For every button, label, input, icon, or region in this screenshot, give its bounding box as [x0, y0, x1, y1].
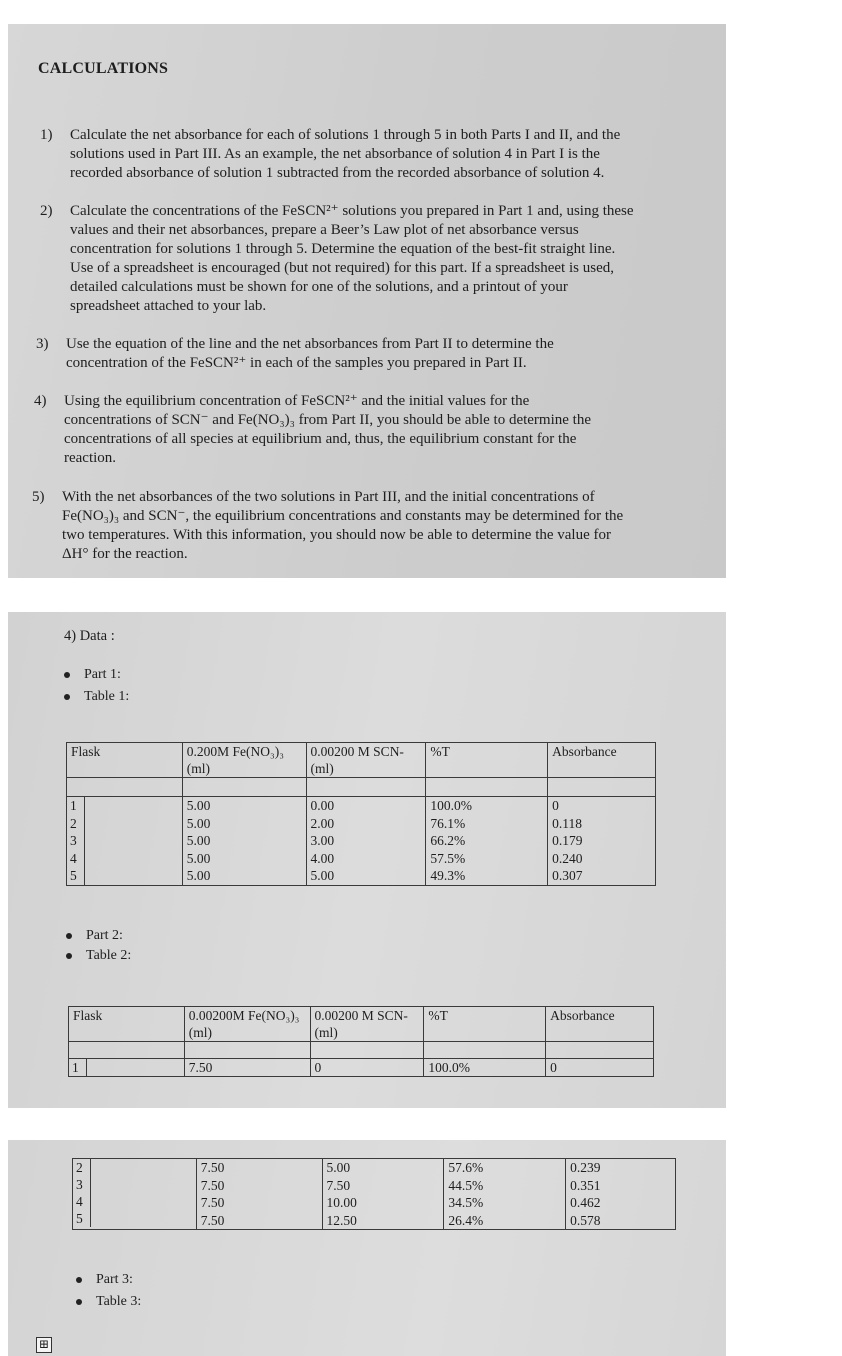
calculations-heading: CALCULATIONS: [38, 60, 169, 77]
scn-column: 0.00 2.00 3.00 4.00 5.00: [306, 797, 426, 886]
header-percent-t: %T: [426, 743, 548, 778]
table-2-continued: [72, 1158, 676, 1230]
header-scn: 0.00200 M SCN- (ml): [306, 743, 426, 778]
header-fe: 0.200M Fe(NO₃)₃ (ml): [182, 743, 306, 778]
header-fe: 0.00200M Fe(NO₃)₃ (ml): [184, 1007, 310, 1042]
question-3: 3) Use the equation of the line and the net absorbances from Part II to determine the concentration of the FeSCN²⁺ in each of the samples you prepared in Part II.: [36, 336, 554, 371]
data-title: 4) Data :: [64, 628, 115, 644]
question-2: 2) Calculate the concentrations of the FeSCN²⁺ solutions you prepared in Part 1 and, using these values and their net absorbances, prepare a Beer’s Law plot of net absorbance versus concentration for solutions 1 through 5. Determine the equation of the best-fit straight line. Use of a spreadsheet is encouraged (but not required) for this part. If a spreadsheet is used, detailed calculations must be shown for one of the solutions, and a printout of your spreadsheet attached to your lab.: [40, 203, 634, 314]
header-absorbance: Absorbance: [548, 743, 656, 778]
fe-cell: 7.50: [184, 1059, 310, 1077]
percent-t-column: 100.0% 76.1% 66.2% 57.5% 49.3%: [426, 797, 548, 886]
table-1: [66, 742, 656, 886]
table-2: [68, 1006, 654, 1077]
table2-bullet: Table 2:: [66, 948, 131, 964]
question-4: 4) Using the equilibrium concentration of FeSCN²⁺ and the initial values for the concentrations of SCN⁻ and Fe(NO₃)₃ from Part II, you should be able to determine the concentrations of all species at equilibrium and, thus, the equilibrium constant for the reaction.: [34, 393, 591, 466]
part1-bullet: Part 1:: [64, 667, 121, 683]
table-1-header-row: [67, 743, 656, 778]
fe-column: 7.50 7.50 7.50 7.50: [196, 1159, 322, 1230]
part2-bullet: Part 2:: [66, 928, 123, 944]
table-2-header-row: [69, 1007, 654, 1042]
header-flask: Flask: [67, 743, 183, 778]
header-flask: Flask: [69, 1007, 185, 1042]
absorbance-cell: 0: [546, 1059, 654, 1077]
percent-t-column: 57.6% 44.5% 34.5% 26.4%: [444, 1159, 566, 1230]
scn-column: 5.00 7.50 10.00 12.50: [322, 1159, 444, 1230]
table-2-continued-data: [73, 1159, 676, 1230]
question-5: 5) With the net absorbances of the two solutions in Part III, and the initial concentrations of Fe(NO₃)₃ and SCN⁻, the equilibrium concentrations and constants may be determined for the two temperatures. With this information, you should now be able to determine the value for ΔH° for the reaction.: [32, 489, 624, 562]
flask-cell: 1: [69, 1059, 185, 1077]
header-percent-t: %T: [424, 1007, 546, 1042]
absorbance-column: 0 0.118 0.179 0.240 0.307: [548, 797, 656, 886]
flask-column: 2 3 4 5: [73, 1159, 197, 1230]
flask-column: 1 2 3 4 5: [67, 797, 183, 886]
absorbance-column: 0.239 0.351 0.462 0.578: [566, 1159, 676, 1230]
table3-bullet: Table 3:: [76, 1294, 141, 1310]
percent-t-cell: 100.0%: [424, 1059, 546, 1077]
header-absorbance: Absorbance: [546, 1007, 654, 1042]
question-1: 1) Calculate the net absorbance for each of solutions 1 through 5 in both Parts I and II, and the solutions used in Part III. As an example, the net absorbance of solution 4 in Part I is the recorded absorbance of solution 1 subtracted from the recorded absorbance of solution 4.: [40, 127, 621, 181]
table-2-row-1: [69, 1059, 654, 1077]
fe-column: 5.00 5.00 5.00 5.00 5.00: [182, 797, 306, 886]
scn-cell: 0: [310, 1059, 424, 1077]
part3-bullet: Part 3:: [76, 1272, 133, 1288]
header-scn: 0.00200 M SCN- (ml): [310, 1007, 424, 1042]
table1-bullet: Table 1:: [64, 689, 129, 705]
table-1-data: [67, 797, 656, 886]
table-move-handle-icon[interactable]: ⊞: [36, 1337, 52, 1353]
